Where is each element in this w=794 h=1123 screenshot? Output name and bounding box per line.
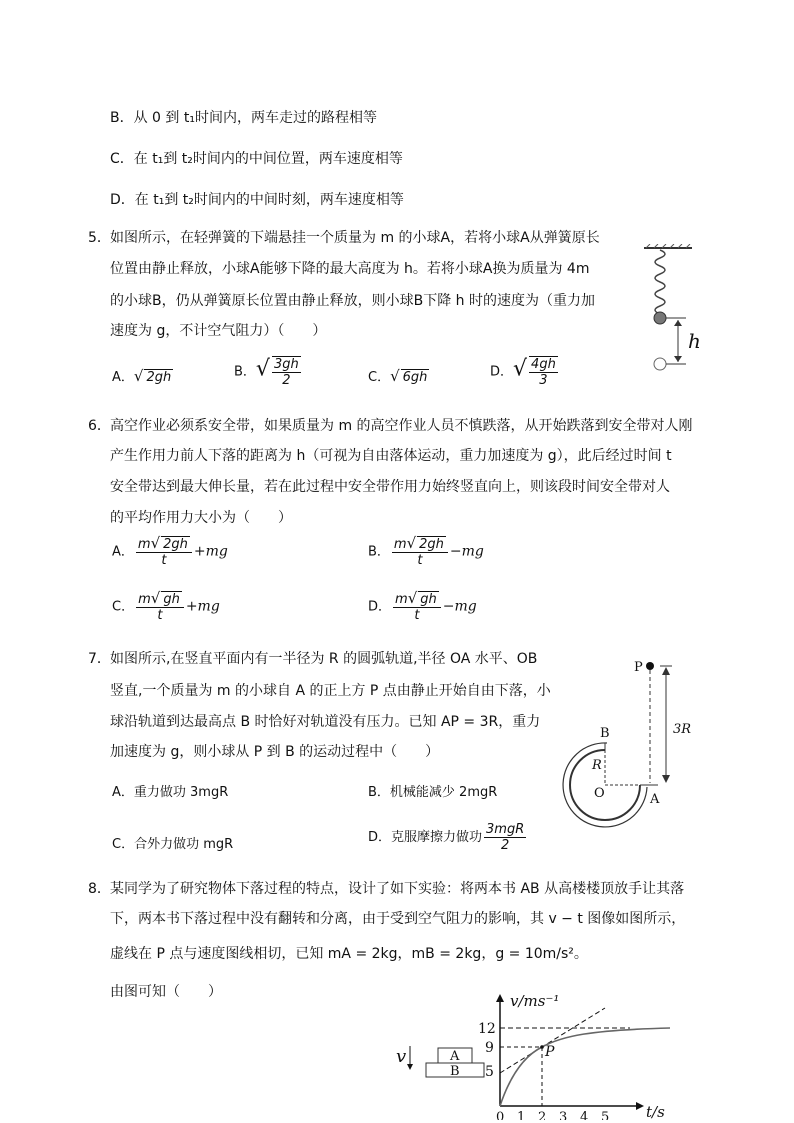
q8-stem-line2: 下，两本书下落过程中没有翻转和分离，由于受到空气阻力的影响，其 v − t 图像如图所示， [110, 911, 686, 927]
x-tick-5: 5 [601, 1110, 610, 1120]
q7-option-d: D．克服摩擦力做功 $\frac{\text{3mgR}}{2}$ [368, 822, 525, 853]
v-arrow-label: v [396, 1046, 407, 1067]
point-p-label: P [545, 1044, 555, 1060]
label-o: O [594, 786, 605, 801]
v-axis-label: v/ms⁻¹ [510, 992, 560, 1010]
q5-option-c-value: 6gh [402, 370, 428, 385]
x-tick-3: 3 [559, 1110, 568, 1120]
x-tick-2: 2 [538, 1110, 547, 1120]
q7-stem-line3: 球沿轨道到达最高点 B 时恰好对轨道没有压力。已知 AP = 3R，重力 [110, 714, 541, 730]
q6-stem-line3: 安全带达到最大伸长量，若在此过程中安全带作用力始终竖直向上，则该段时间安全带对人 [110, 479, 670, 495]
q5-option-d-label: D． [490, 364, 514, 380]
q4-option-b: B．从 0 到 t₁时间内，两车走过的路程相等 [110, 110, 377, 126]
q5-option-a: A．√ 2gh [112, 367, 172, 385]
spring-coil [655, 250, 665, 322]
q5-option-d-num: 4gh [531, 357, 556, 372]
label-p: P [634, 660, 643, 675]
q5-option-c-label: C． [368, 370, 391, 385]
ball-a [654, 312, 666, 324]
q7-stem-line4: 加速度为 g，则小球从 P 到 B 的运动过程中（ ） [110, 744, 440, 760]
book-b-label: B [450, 1064, 460, 1079]
label-b: B [600, 726, 610, 741]
ball-ghost [654, 358, 666, 370]
q6-option-c: C． $\frac{m√ gh}{t}$ +mg [112, 589, 220, 623]
q6-stem-line2: 产生作用力前人下落的距离为 h（可视为自由落体运动，重力加速度为 g），此后经过时间 t [110, 448, 672, 464]
q5-number: 5． [88, 230, 111, 246]
t-axis-arrow [636, 1102, 644, 1110]
q6-option-d: D． $\frac{m√ gh}{t}$ −mg [368, 589, 477, 623]
q5-stem-line3: 的小球B，仍从弹簧原长位置由静止释放，则小球B下降 h 时的速度为（重力加 [110, 293, 595, 309]
q7-option-a: A．重力做功 3mgR [112, 785, 229, 800]
q6-number: 6． [88, 418, 111, 434]
q5-option-a-label: A． [112, 370, 134, 385]
q7-option-b: B．机械能减少 2mgR [368, 785, 498, 800]
q6-option-c-label: C． [112, 599, 135, 615]
q8-vt-figure [390, 990, 690, 1120]
q6-option-b-label: B． [368, 544, 390, 560]
q4-option-c: C．在 t₁到 t₂时间内的中间位置，两车速度相等 [110, 151, 403, 167]
q7-track-figure [560, 655, 700, 830]
q6-option-b: B． $\frac{m√ 2gh}{t}$ −mg [368, 534, 484, 568]
q5-option-b-label: B． [234, 364, 256, 380]
y-tick-12: 12 [478, 1021, 496, 1037]
x-tick-4: 4 [580, 1110, 589, 1120]
q7-option-d-label: D．克服摩擦力做功 [368, 830, 483, 845]
q5-stem-line4: 速度为 g，不计空气阻力）（ ） [110, 323, 327, 339]
q8-number: 8． [88, 881, 111, 897]
q7-stem-line1: 如图所示,在竖直平面内有一半径为 R 的圆弧轨道,半径 OA 水平、OB [110, 651, 538, 667]
x-tick-0: 0 [496, 1110, 505, 1120]
q6-option-d-label: D． [368, 599, 392, 615]
v-axis-arrow [496, 994, 504, 1002]
point-p [540, 1045, 544, 1049]
y-tick-5: 5 [485, 1064, 494, 1080]
q6-option-a-label: A． [112, 544, 134, 560]
h-label: h [688, 329, 701, 353]
label-a: A [650, 792, 660, 807]
book-a-label: A [450, 1049, 460, 1064]
q6-option-a: A． $\frac{m√ 2gh}{t}$ +mg [112, 534, 228, 568]
v-arrow-head [407, 1064, 413, 1070]
q5-option-b-den: 2 [282, 373, 291, 388]
q5-option-d: D．√ $\frac{4gh}{3}$ [490, 356, 556, 388]
q4-option-d: D．在 t₁到 t₂时间内的中间时刻，两车速度相等 [110, 192, 404, 208]
q5-stem-line1: 如图所示，在轻弹簧的下端悬挂一个质量为 m 的小球A，若将小球A从弹簧原长 [110, 230, 600, 246]
label-r: R [592, 758, 602, 773]
y-tick-9: 9 [485, 1040, 494, 1056]
tangent-line [500, 1008, 605, 1073]
q8-stem-line1: 某同学为了研究物体下落过程的特点，设计了如下实验：将两本书 AB 从高楼楼顶放手让其落 [110, 881, 685, 897]
x-tick-1: 1 [517, 1110, 526, 1120]
velocity-curve [500, 1028, 670, 1106]
q5-option-a-value: 2gh [146, 370, 172, 385]
point-p [646, 662, 654, 670]
q5-stem-line2: 位置由静止释放，小球A能够下降的最大高度为 h。若将小球A换为质量为 4m [110, 261, 590, 277]
q5-option-d-den: 3 [539, 373, 548, 388]
q6-stem-line1: 高空作业必须系安全带，如果质量为 m 的高空作业人员不慎跌落，从开始跌落到安全带对人刚 [110, 418, 693, 434]
q5-option-c: C．√ 6gh [368, 367, 428, 385]
label-3r: 3R [673, 722, 692, 737]
q6-stem-line4: 的平均作用力大小为（ ） [110, 510, 292, 526]
q8-stem-line3: 虚线在 P 点与速度图线相切，已知 mA = 2kg，mB = 2kg，g = 10m/s²。 [110, 946, 588, 962]
q7-number: 7． [88, 651, 111, 667]
t-axis-label: t/s [646, 1103, 665, 1120]
q5-spring-figure [640, 244, 720, 374]
q8-stem-line4: 由图可知（ ） [110, 984, 222, 1000]
q7-option-c: C．合外力做功 mgR [112, 837, 234, 852]
q5-option-b-num: 3gh [273, 357, 299, 372]
q7-stem-line2: 竖直,一个质量为 m 的小球自 A 的正上方 P 点由静止开始自由下落，小 [110, 683, 551, 699]
q5-option-b: B．√ $\frac{3gh}{2}$ [234, 356, 299, 388]
